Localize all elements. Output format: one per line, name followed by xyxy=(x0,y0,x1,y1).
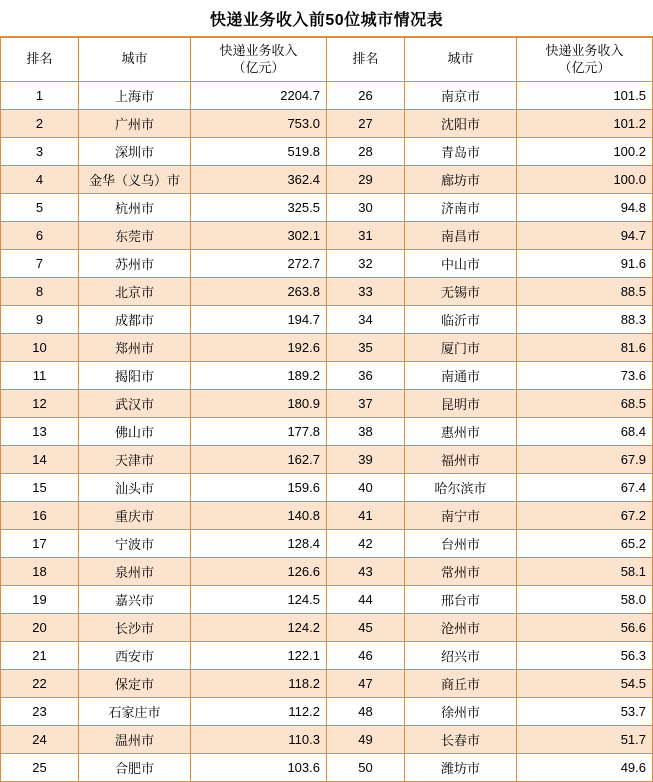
table-row xyxy=(1,558,653,586)
cell-rank-right: 39 xyxy=(327,446,405,474)
cell-city-right: 昆明市 xyxy=(405,390,517,418)
cell-city-left: 宁波市 xyxy=(79,530,191,558)
cell-revenue-right: 58.0 xyxy=(517,586,653,614)
cell-revenue-right: 51.7 xyxy=(517,726,653,754)
table-header xyxy=(1,38,653,82)
cell-city-left: 天津市 xyxy=(79,446,191,474)
cell-rank-right: 35 xyxy=(327,334,405,362)
cell-revenue-right: 53.7 xyxy=(517,698,653,726)
cell-city-right: 无锡市 xyxy=(405,278,517,306)
cell-rank-left: 6 xyxy=(1,222,79,250)
cell-city-left: 金华（义乌）市 xyxy=(79,166,191,194)
cell-city-right: 徐州市 xyxy=(405,698,517,726)
table-row xyxy=(1,698,653,726)
column-header-revenue-right-line2: （亿元） xyxy=(558,59,611,75)
cell-revenue-left: 263.8 xyxy=(191,278,327,306)
cell-city-right: 厦门市 xyxy=(405,334,517,362)
table-header-row xyxy=(1,38,653,82)
cell-rank-left: 23 xyxy=(1,698,79,726)
cell-rank-left: 13 xyxy=(1,418,79,446)
cell-revenue-left: 2204.7 xyxy=(191,82,327,110)
cell-city-right: 长春市 xyxy=(405,726,517,754)
cell-rank-right: 30 xyxy=(327,194,405,222)
cell-revenue-left: 159.6 xyxy=(191,474,327,502)
cell-rank-right: 43 xyxy=(327,558,405,586)
table-row xyxy=(1,390,653,418)
cell-city-left: 重庆市 xyxy=(79,502,191,530)
cell-revenue-right: 68.5 xyxy=(517,390,653,418)
cell-rank-right: 50 xyxy=(327,754,405,782)
cell-revenue-right: 67.9 xyxy=(517,446,653,474)
table-row xyxy=(1,446,653,474)
table-row xyxy=(1,278,653,306)
table-row xyxy=(1,222,653,250)
cell-city-left: 泉州市 xyxy=(79,558,191,586)
cell-revenue-right: 100.0 xyxy=(517,166,653,194)
table-row xyxy=(1,82,653,110)
cell-city-left: 武汉市 xyxy=(79,390,191,418)
cell-city-right: 邢台市 xyxy=(405,586,517,614)
cell-rank-right: 41 xyxy=(327,502,405,530)
cell-rank-left: 9 xyxy=(1,306,79,334)
cell-city-right: 台州市 xyxy=(405,530,517,558)
table-row xyxy=(1,502,653,530)
table-row xyxy=(1,138,653,166)
cell-rank-left: 7 xyxy=(1,250,79,278)
cell-city-left: 合肥市 xyxy=(79,754,191,782)
cell-rank-right: 27 xyxy=(327,110,405,138)
cell-revenue-right: 101.2 xyxy=(517,110,653,138)
cell-city-right: 福州市 xyxy=(405,446,517,474)
cell-city-left: 佛山市 xyxy=(79,418,191,446)
cell-revenue-left: 302.1 xyxy=(191,222,327,250)
cell-rank-right: 38 xyxy=(327,418,405,446)
column-header-revenue-right xyxy=(517,38,653,82)
column-header-revenue-left-line1: 快递业务收入 xyxy=(219,43,298,59)
cell-rank-right: 26 xyxy=(327,82,405,110)
cell-rank-left: 1 xyxy=(1,82,79,110)
cell-city-left: 温州市 xyxy=(79,726,191,754)
column-header-revenue-left xyxy=(191,38,327,82)
table-row xyxy=(1,614,653,642)
express-revenue-table xyxy=(0,37,653,782)
column-header-revenue-left-line2: （亿元） xyxy=(232,59,285,75)
cell-city-left: 成都市 xyxy=(79,306,191,334)
cell-rank-left: 2 xyxy=(1,110,79,138)
cell-city-left: 广州市 xyxy=(79,110,191,138)
column-header-city-left: 城市 xyxy=(79,38,191,82)
cell-rank-right: 44 xyxy=(327,586,405,614)
cell-city-right: 青岛市 xyxy=(405,138,517,166)
cell-revenue-right: 100.2 xyxy=(517,138,653,166)
cell-city-left: 苏州市 xyxy=(79,250,191,278)
cell-city-right: 临沂市 xyxy=(405,306,517,334)
cell-revenue-right: 94.7 xyxy=(517,222,653,250)
cell-revenue-left: 272.7 xyxy=(191,250,327,278)
cell-revenue-left: 194.7 xyxy=(191,306,327,334)
cell-city-left: 东莞市 xyxy=(79,222,191,250)
table-row xyxy=(1,586,653,614)
cell-city-left: 嘉兴市 xyxy=(79,586,191,614)
cell-rank-left: 19 xyxy=(1,586,79,614)
cell-revenue-left: 128.4 xyxy=(191,530,327,558)
cell-revenue-left: 325.5 xyxy=(191,194,327,222)
cell-revenue-left: 180.9 xyxy=(191,390,327,418)
column-header-rank-right: 排名 xyxy=(327,38,405,82)
cell-city-right: 南京市 xyxy=(405,82,517,110)
cell-revenue-left: 189.2 xyxy=(191,362,327,390)
cell-rank-left: 20 xyxy=(1,614,79,642)
cell-revenue-right: 56.3 xyxy=(517,642,653,670)
cell-rank-right: 37 xyxy=(327,390,405,418)
cell-revenue-right: 58.1 xyxy=(517,558,653,586)
cell-city-right: 南通市 xyxy=(405,362,517,390)
table-row xyxy=(1,642,653,670)
table-row xyxy=(1,754,653,782)
cell-city-left: 汕头市 xyxy=(79,474,191,502)
cell-city-left: 郑州市 xyxy=(79,334,191,362)
cell-rank-left: 17 xyxy=(1,530,79,558)
cell-city-left: 长沙市 xyxy=(79,614,191,642)
cell-revenue-left: 177.8 xyxy=(191,418,327,446)
table-row xyxy=(1,726,653,754)
cell-rank-left: 22 xyxy=(1,670,79,698)
cell-revenue-left: 362.4 xyxy=(191,166,327,194)
cell-revenue-right: 88.3 xyxy=(517,306,653,334)
cell-city-right: 沧州市 xyxy=(405,614,517,642)
cell-rank-left: 21 xyxy=(1,642,79,670)
cell-rank-right: 45 xyxy=(327,614,405,642)
cell-city-left: 西安市 xyxy=(79,642,191,670)
cell-rank-right: 42 xyxy=(327,530,405,558)
cell-city-left: 杭州市 xyxy=(79,194,191,222)
page-title: 快递业务收入前50位城市情况表 xyxy=(209,11,444,29)
table-row xyxy=(1,306,653,334)
column-header-rank-left: 排名 xyxy=(1,38,79,82)
cell-revenue-left: 519.8 xyxy=(191,138,327,166)
cell-rank-left: 11 xyxy=(1,362,79,390)
cell-rank-left: 10 xyxy=(1,334,79,362)
cell-rank-left: 5 xyxy=(1,194,79,222)
table-row xyxy=(1,250,653,278)
cell-rank-left: 8 xyxy=(1,278,79,306)
cell-revenue-left: 192.6 xyxy=(191,334,327,362)
cell-revenue-right: 101.5 xyxy=(517,82,653,110)
cell-city-right: 南宁市 xyxy=(405,502,517,530)
table-row xyxy=(1,362,653,390)
cell-rank-right: 28 xyxy=(327,138,405,166)
cell-city-right: 廊坊市 xyxy=(405,166,517,194)
cell-rank-left: 24 xyxy=(1,726,79,754)
cell-city-left: 北京市 xyxy=(79,278,191,306)
cell-rank-right: 46 xyxy=(327,642,405,670)
column-header-city-right: 城市 xyxy=(405,38,517,82)
cell-revenue-left: 753.0 xyxy=(191,110,327,138)
cell-revenue-left: 103.6 xyxy=(191,754,327,782)
cell-revenue-left: 126.6 xyxy=(191,558,327,586)
cell-revenue-right: 54.5 xyxy=(517,670,653,698)
table-row xyxy=(1,110,653,138)
table-row xyxy=(1,194,653,222)
cell-city-right: 哈尔滨市 xyxy=(405,474,517,502)
cell-rank-left: 18 xyxy=(1,558,79,586)
cell-city-left: 上海市 xyxy=(79,82,191,110)
cell-rank-right: 31 xyxy=(327,222,405,250)
cell-city-right: 中山市 xyxy=(405,250,517,278)
cell-city-right: 常州市 xyxy=(405,558,517,586)
cell-city-left: 深圳市 xyxy=(79,138,191,166)
cell-revenue-right: 67.2 xyxy=(517,502,653,530)
cell-revenue-left: 118.2 xyxy=(191,670,327,698)
cell-rank-left: 16 xyxy=(1,502,79,530)
cell-rank-right: 49 xyxy=(327,726,405,754)
cell-rank-right: 40 xyxy=(327,474,405,502)
cell-rank-right: 33 xyxy=(327,278,405,306)
cell-rank-right: 34 xyxy=(327,306,405,334)
table-row xyxy=(1,670,653,698)
cell-city-right: 绍兴市 xyxy=(405,642,517,670)
table-body xyxy=(1,82,653,782)
cell-revenue-left: 124.5 xyxy=(191,586,327,614)
cell-revenue-left: 162.7 xyxy=(191,446,327,474)
cell-revenue-left: 122.1 xyxy=(191,642,327,670)
cell-revenue-right: 68.4 xyxy=(517,418,653,446)
table-row xyxy=(1,166,653,194)
cell-revenue-left: 140.8 xyxy=(191,502,327,530)
cell-city-right: 南昌市 xyxy=(405,222,517,250)
document-title-bar xyxy=(0,0,653,37)
cell-city-left: 保定市 xyxy=(79,670,191,698)
cell-city-right: 惠州市 xyxy=(405,418,517,446)
column-header-revenue-right-line1: 快递业务收入 xyxy=(545,43,624,59)
cell-revenue-right: 49.6 xyxy=(517,754,653,782)
cell-revenue-right: 73.6 xyxy=(517,362,653,390)
cell-rank-left: 25 xyxy=(1,754,79,782)
cell-rank-left: 12 xyxy=(1,390,79,418)
cell-rank-right: 32 xyxy=(327,250,405,278)
cell-revenue-left: 124.2 xyxy=(191,614,327,642)
cell-city-right: 济南市 xyxy=(405,194,517,222)
cell-revenue-left: 112.2 xyxy=(191,698,327,726)
cell-city-right: 沈阳市 xyxy=(405,110,517,138)
table-row xyxy=(1,334,653,362)
cell-city-right: 潍坊市 xyxy=(405,754,517,782)
cell-rank-left: 4 xyxy=(1,166,79,194)
cell-rank-right: 48 xyxy=(327,698,405,726)
cell-revenue-right: 81.6 xyxy=(517,334,653,362)
cell-rank-right: 36 xyxy=(327,362,405,390)
cell-rank-left: 15 xyxy=(1,474,79,502)
table-row xyxy=(1,418,653,446)
cell-revenue-right: 67.4 xyxy=(517,474,653,502)
table-row xyxy=(1,474,653,502)
cell-rank-right: 29 xyxy=(327,166,405,194)
cell-revenue-left: 110.3 xyxy=(191,726,327,754)
cell-city-left: 揭阳市 xyxy=(79,362,191,390)
cell-revenue-right: 56.6 xyxy=(517,614,653,642)
cell-revenue-right: 88.5 xyxy=(517,278,653,306)
cell-city-right: 商丘市 xyxy=(405,670,517,698)
cell-revenue-right: 91.6 xyxy=(517,250,653,278)
cell-rank-right: 47 xyxy=(327,670,405,698)
table-row xyxy=(1,530,653,558)
cell-rank-left: 14 xyxy=(1,446,79,474)
cell-city-left: 石家庄市 xyxy=(79,698,191,726)
cell-rank-left: 3 xyxy=(1,138,79,166)
cell-revenue-right: 65.2 xyxy=(517,530,653,558)
cell-revenue-right: 94.8 xyxy=(517,194,653,222)
